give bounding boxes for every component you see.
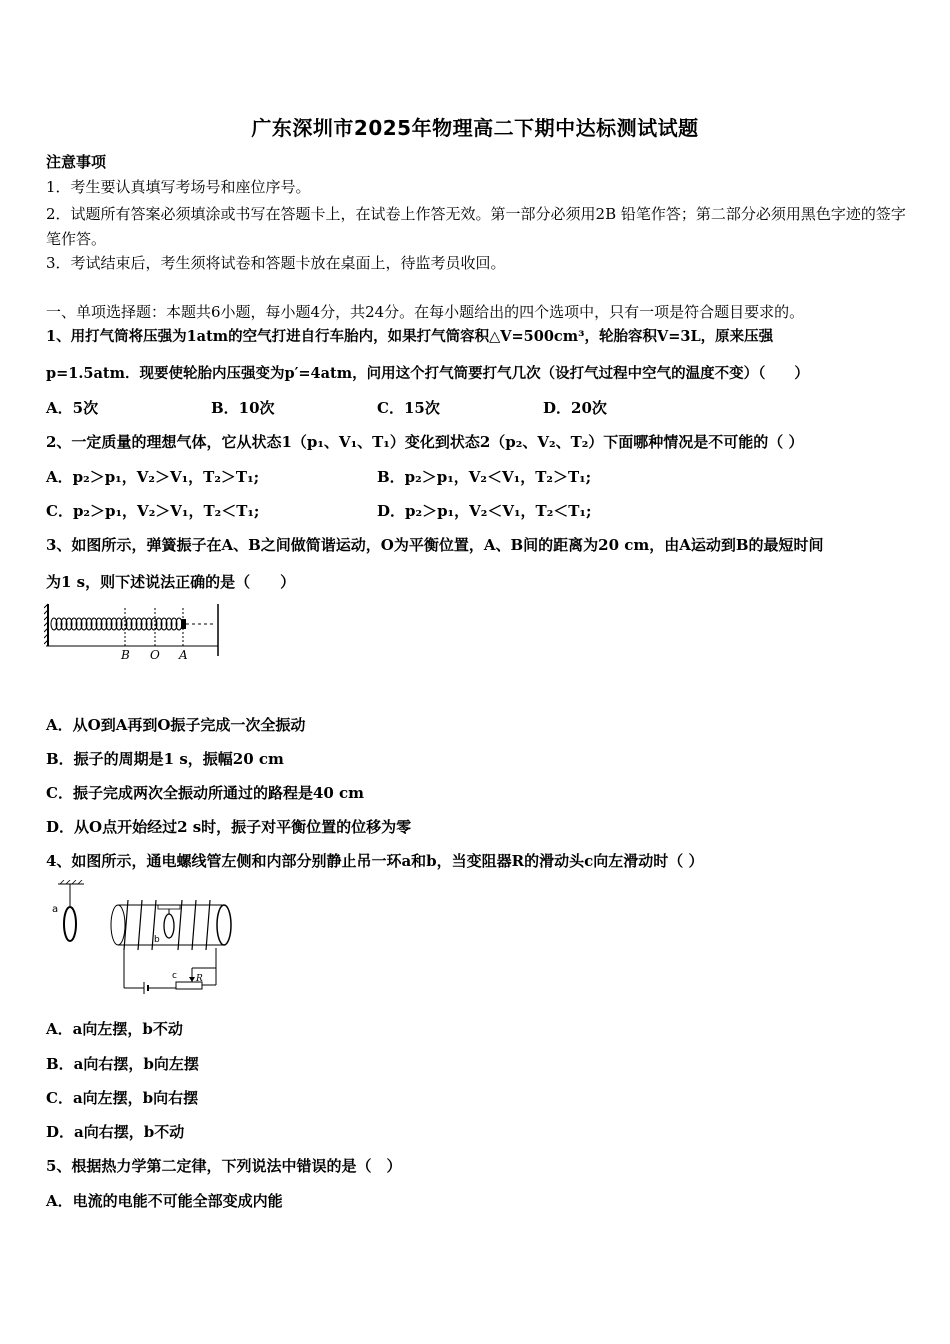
q1-option-b: B．10次 — [211, 399, 275, 417]
label-a: A — [179, 648, 188, 662]
q5-stem: 5、根据热力学第二定律，下列说法中错误的是（ ） — [46, 1157, 402, 1175]
q1-line2: p=1.5atm．现要使轮胎内压强变为p′=4atm，问用这个打气筒要打气几次（设打气过程中空气的温度不变）（ ） — [46, 365, 809, 382]
q3-line1: 3、如图所示，弹簧振子在A、B之间做简谐运动，O为平衡位置，A、B间的距离为20 cm，由A运动到B的最短时间 — [46, 536, 824, 554]
label-ring-a: a — [52, 904, 59, 915]
q1-line1: 1、用打气筒将压强为1atm的空气打进自行车胎内，如果打气筒容积△V=500cm³，轮胎容积V=3L，原来压强 — [46, 328, 774, 345]
q4-option-d: D．a向右摆，b不动 — [46, 1123, 185, 1141]
q3-option-a: A．从O到A再到O振子完成一次全振动 — [46, 716, 306, 734]
q2-option-b: B．p₂＞p₁，V₂＜V₁，T₂＞T₁; — [377, 468, 592, 486]
q3-option-d: D．从O点开始经过2 s时，振子对平衡位置的位移为零 — [46, 818, 412, 836]
label-resistor-r: R — [196, 974, 203, 984]
solenoid-circuit-figure — [46, 880, 241, 998]
label-ring-b: b — [154, 935, 160, 945]
q1-option-d: D．20次 — [543, 399, 607, 417]
q4-option-a: A．a向左摆，b不动 — [46, 1020, 183, 1038]
q4-stem: 4、如图所示，通电螺线管左侧和内部分别静止吊一环a和b，当变阻器R的滑动头c向左滑动时（ ） — [46, 852, 704, 870]
page-title: 广东深圳市2025年物理高二下期中达标测试试题 — [251, 116, 699, 140]
q3-line2: 为1 s，则下述说法正确的是（ ） — [46, 573, 296, 591]
section-heading: 一、单项选择题：本题共6小题，每小题4分，共24分。在每小题给出的四个选项中，只有一项是符合题目要求的。 — [46, 303, 805, 321]
label-o: O — [150, 648, 160, 662]
notice-item-2: 2．试题所有答案必须填涂或书写在答题卡上，在试卷上作答无效。第一部分必须用2B 铅笔作答；第二部分必须用黑色字迹的签字笔作答。 — [46, 205, 906, 248]
q2-option-a: A．p₂＞p₁，V₂＞V₁，T₂＞T₁; — [46, 468, 260, 486]
q4-option-c: C．a向左摆，b向右摆 — [46, 1089, 199, 1107]
spring-oscillator-figure — [44, 600, 224, 662]
q2-stem: 2、一定质量的理想气体，它从状态1（p₁、V₁、T₁）变化到状态2（p₂、V₂、T₂）下面哪种情况是不可能的（ ） — [46, 433, 804, 451]
q2-option-d: D．p₂＞p₁，V₂＜V₁，T₂＜T₁; — [377, 502, 592, 520]
notice-heading: 注意事项 — [46, 153, 107, 171]
q1-option-a: A．5次 — [46, 399, 99, 417]
q3-option-b: B．振子的周期是1 s，振幅20 cm — [46, 750, 284, 768]
q5-option-a: A．电流的电能不可能全部变成内能 — [46, 1192, 283, 1210]
notice-item-3: 3．考试结束后，考生须将试卷和答题卡放在桌面上，待监考员收回。 — [46, 254, 506, 272]
notice-item-1: 1．考生要认真填写考场号和座位序号。 — [46, 178, 311, 196]
q1-option-c: C．15次 — [377, 399, 440, 417]
label-slider-c: c — [172, 971, 177, 981]
label-b: B — [121, 648, 130, 662]
q3-option-c: C．振子完成两次全振动所通过的路程是40 cm — [46, 784, 365, 802]
q4-option-b: B．a向右摆，b向左摆 — [46, 1055, 199, 1073]
q2-option-c: C．p₂＞p₁，V₂＞V₁，T₂＜T₁; — [46, 502, 260, 520]
